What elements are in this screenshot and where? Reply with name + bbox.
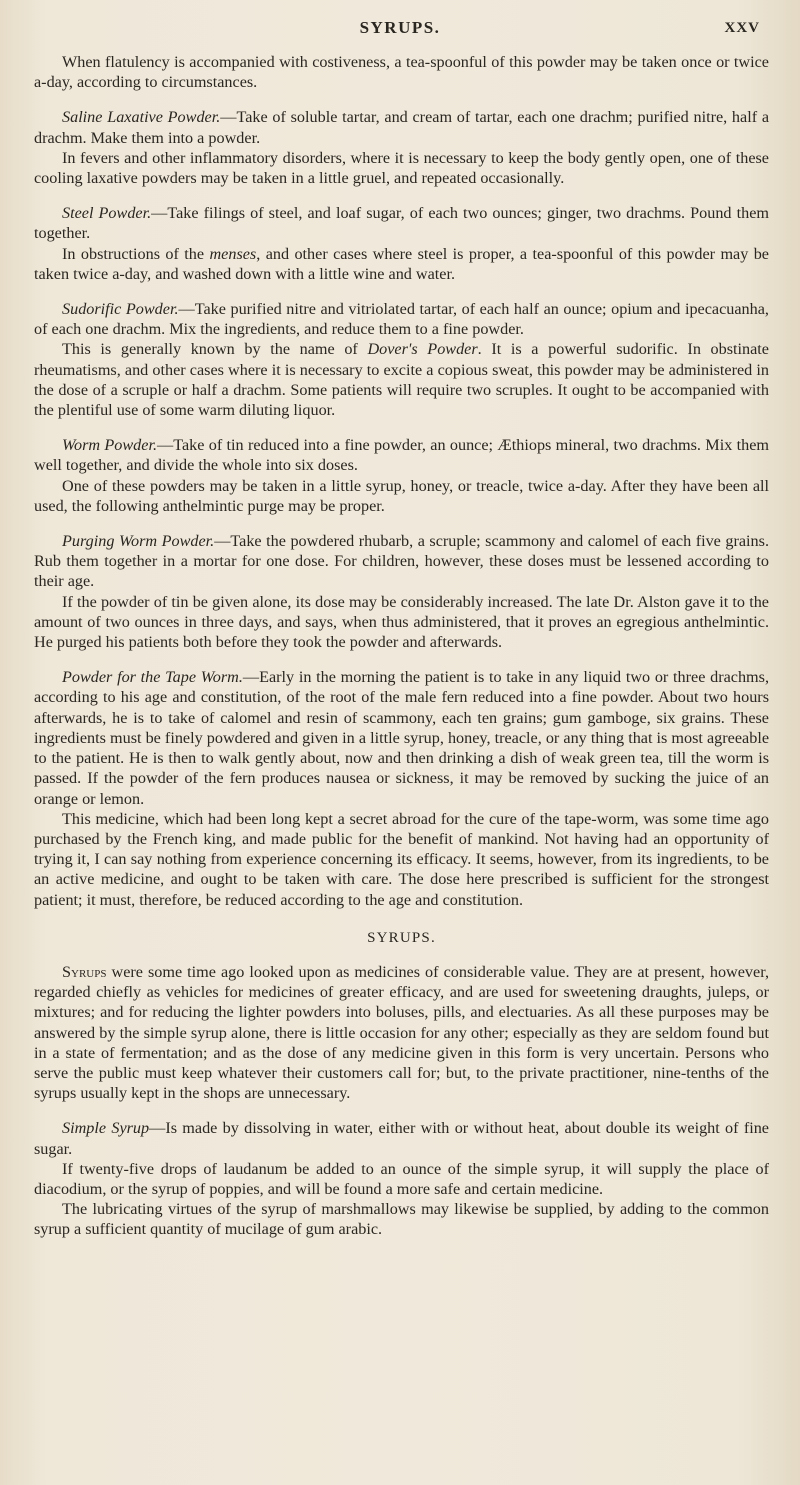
page-number: XXV [724, 20, 760, 36]
recipe-paragraph: Sudorific Powder.—Take purified nitre and vitriolated tartar, of each half an ounce; opium and ipecacuanha, of each one drachm. Mix the ingredients, and reduce them to a fine powder. [34, 300, 769, 339]
recipe-paragraph: Steel Powder.—Take filings of steel, and loaf sugar, of each two ounces; ginger, two drachms. Pound them together. [34, 204, 769, 243]
paragraph: One of these powders may be taken in a little syrup, honey, or treacle, twice a-day. After they have been all used, the following anthelmintic purge may be proper. [34, 476, 769, 515]
recipe-paragraph: Simple Syrup—Is made by dissolving in water, either with or without heat, about double its weight of fine sugar. [34, 1119, 769, 1158]
paragraph: The lubricating virtues of the syrup of marshmallows may likewise be supplied, by adding to the common syrup a sufficient quantity of mucilage of gum arabic. [34, 1200, 769, 1239]
section-heading: SYRUPS. [367, 929, 436, 946]
paragraph: If the powder of tin be given alone, its dose may be considerably increased. The late Dr. Alston gave it to the amount of two ounces in three days, and says, when thus administered, that it proves an egregious anthelmintic. He purged his patients both before they took the powder and afterwards. [34, 592, 769, 652]
paragraph: If twenty-five drops of laudanum be added to an ounce of the simple syrup, it will supply the place of diacodium, or the syrup of poppies, and will be found a more safe and certain medicine. [34, 1159, 769, 1198]
recipe-title: Sudorific Powder. [62, 300, 179, 319]
recipe-paragraph: Purging Worm Powder.—Take the powdered rhubarb, a scruple; scammony and calomel of each five grains. Rub them together in a mortar for one dose. For children, however, these doses must be lessened according to their age. [34, 532, 769, 591]
page-header [0, 14, 800, 44]
page-body [34, 52, 769, 1240]
recipe-title: Steel Powder. [62, 204, 152, 223]
paragraph: When flatulency is accompanied with costiveness, a tea-spoonful of this powder may be taken once or twice a-day, according to circumstances. [34, 53, 769, 92]
paragraph: This is generally known by the name of Dover's Powder. It is a powerful sudorific. In obstinate rheumatisms, and other cases where it is necessary to excite a copious sweat, this powder may be administered in the dose of a scruple or half a drachm. Some patients will require two scruples. It ought to be accompanied with the plentiful use of some warm diluting liquor. [34, 340, 769, 420]
recipe-title: Simple Syrup [62, 1119, 150, 1138]
lead-word: Syrups [62, 962, 107, 981]
running-head: SYRUPS. [359, 18, 441, 37]
paragraph: In fevers and other inflammatory disorders, where it is necessary to keep the body gently open, one of these cooling laxative powders may be taken in a little gruel, and repeated occasionally. [34, 148, 769, 188]
recipe-paragraph: Worm Powder.—Take of tin reduced into a fine powder, an ounce; Æthiops mineral, two drachms. Mix them well together, and divide the whole into six doses. [34, 436, 769, 475]
paragraph: Syrups were some time ago looked upon as medicines of considerable value. They are at present, however, regarded chiefly as vehicles for medicines of greater efficacy, and are used for sweetening draughts, juleps, or mixtures; and for reducing the lighter powders into boluses, pills, and electuaries. As all these purposes may be answered by the simple syrup alone, there is little occasion for any other; especially as they are seldom found but in a state of fermentation; and as the dose of any medicine given in this form is very uncertain. Persons who serve the public must keep whatever their customers call for; but, to the private practitioner, nine-tenths of the syrups usually kept in the shops are unnecessary. [34, 962, 769, 1103]
recipe-paragraph: Powder for the Tape Worm.—Early in the morning the patient is to take in any liquid two or three drachms, according to his age and constitution, of the root of the male fern reduced into a fine powder. About two hours afterwards, he is to take of calomel and resin of scammony, each ten grains; gum gamboge, six grains. These ingredients must be finely powdered and given in a little syrup, honey, treacle, or any thing that is most agreeable to the patient. He is then to walk gently about, now and then drinking a dish of weak green tea, till the worm is passed. If the powder of the fern produces nausea or sickness, it may be removed by sucking the juice of an orange or lemon. [34, 668, 769, 808]
recipe-title: Powder for the Tape Worm. [62, 668, 243, 687]
recipe-paragraph: Saline Laxative Powder.—Take of soluble tartar, and cream of tartar, each one drachm; purified nitre, half a drachm. Make them into a powder. [34, 108, 770, 147]
paragraph: In obstructions of the menses, and other cases where steel is proper, a tea-spoonful of this powder may be taken twice a-day, and washed down with a little wine and water. [34, 244, 769, 283]
recipe-title: Worm Powder. [62, 436, 158, 455]
recipe-title: Saline Laxative Powder. [62, 108, 221, 127]
recipe-title: Purging Worm Powder. [62, 532, 215, 551]
paragraph: This medicine, which had been long kept a secret abroad for the cure of the tape-worm, was some time ago purchased by the French king, and made public for the benefit of mankind. Not having had an opportunity of trying it, I can say nothing from experience concerning its efficacy. It seems, however, from its ingredients, to be an active medicine, and ought to be taken with care. The dose here prescribed is sufficient for the strongest patient; it must, therefore, be reduced according to the age and constitution. [34, 809, 769, 909]
